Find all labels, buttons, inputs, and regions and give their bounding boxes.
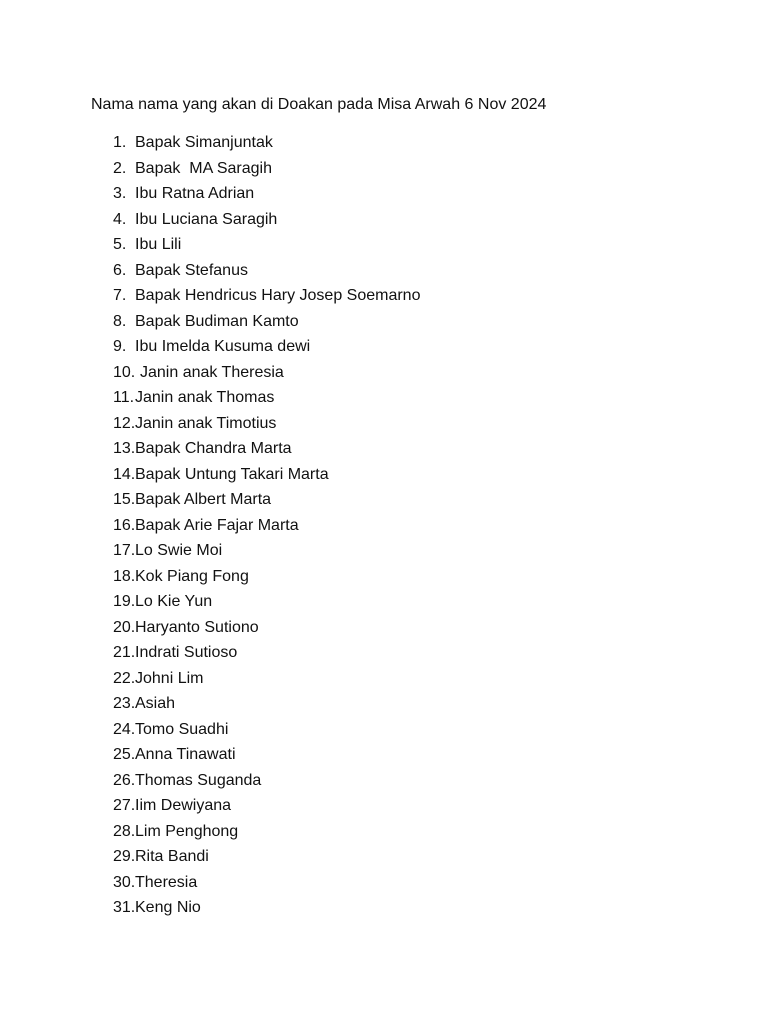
list-item-number: 7.	[113, 287, 127, 304]
list-item-number: 25.	[113, 746, 136, 763]
list-item-name: Kok Piang Fong	[135, 567, 249, 585]
list-item-name: Janin anak Theresia	[140, 363, 284, 381]
list-item-name: Thomas Suganda	[135, 771, 262, 789]
list-item-number: 17.	[113, 542, 136, 559]
list-item-number: 26.	[113, 771, 136, 789]
list-item-name: Bapak Untung Takari Marta	[135, 465, 329, 483]
list-item-name: Haryanto Sutiono	[135, 618, 259, 636]
list-item-number: 13.	[113, 440, 136, 457]
list-item-number: 5.	[113, 236, 127, 253]
list-item-name: Johni Lim	[135, 669, 204, 687]
list-item-name: Janin anak Timotius	[135, 414, 277, 432]
document-title: Nama nama yang akan di Doakan pada Misa Arwah 6 Nov 2024	[91, 96, 547, 113]
list-item-name: Rita Bandi	[135, 848, 209, 865]
list-item-number: 20.	[113, 618, 136, 636]
list-item-number: 21.	[113, 644, 136, 661]
list-item-number: 29.	[113, 848, 136, 865]
list-item-name: Bapak Albert Marta	[135, 491, 272, 508]
list-item-name: Bapak MA Saragih	[135, 159, 272, 177]
list-item-name: Asiah	[135, 695, 176, 712]
list-item-name: Lim Penghong	[135, 822, 239, 840]
list-item-number: 15.	[113, 491, 136, 508]
list-item-number: 8.	[113, 312, 127, 330]
list-item-name: Iim Dewiyana	[135, 797, 232, 814]
list-item-number: 10.	[113, 363, 136, 381]
list-item-number: 16.	[113, 516, 136, 534]
list-item-number: 12.	[113, 414, 136, 432]
list-item-number: 9.	[113, 338, 127, 355]
list-item-name: Ibu Ratna Adrian	[135, 185, 255, 202]
list-item-number: 22.	[113, 669, 136, 687]
list-item-number: 1.	[113, 134, 127, 151]
list-item-name: Janin anak Thomas	[135, 389, 275, 406]
list-item-number: 31.	[113, 899, 136, 916]
list-item-number: 11.	[113, 389, 135, 406]
list-item-name: Bapak Simanjuntak	[135, 134, 273, 151]
list-item-number: 18.	[113, 567, 136, 585]
list-item-name: Ibu Luciana Saragih	[135, 210, 278, 228]
list-item-name: Bapak Hendricus Hary Josep Soemarno	[135, 287, 421, 304]
list-item-number: 30.	[113, 873, 136, 891]
list-item-name: Indrati Sutioso	[135, 644, 238, 661]
list-item-name: Lo Swie Moi	[135, 542, 223, 559]
list-item-name: Theresia	[135, 873, 198, 891]
list-item-number: 6.	[113, 261, 127, 279]
list-item-number: 19.	[113, 593, 136, 610]
list-item-number: 14.	[113, 465, 136, 483]
list-item-name: Ibu Lili	[135, 236, 182, 253]
list-item-name: Ibu Imelda Kusuma dewi	[135, 338, 311, 355]
list-item-number: 2.	[113, 159, 127, 177]
list-item-name: Tomo Suadhi	[135, 720, 229, 738]
list-item-number: 28.	[113, 822, 136, 840]
list-item-name: Anna Tinawati	[135, 746, 236, 763]
list-item-name: Bapak Arie Fajar Marta	[135, 516, 299, 534]
list-item-name: Bapak Chandra Marta	[135, 440, 292, 457]
list-item-number: 23.	[113, 695, 136, 712]
list-item-name: Lo Kie Yun	[135, 593, 213, 610]
list-item-name: Bapak Stefanus	[135, 261, 248, 279]
list-item-number: 3.	[113, 185, 127, 202]
list-item-number: 27.	[113, 797, 136, 814]
list-item-name: Bapak Budiman Kamto	[135, 312, 299, 330]
list-item-number: 24.	[113, 720, 136, 738]
list-item-name: Keng Nio	[135, 899, 201, 916]
list-item-number: 4.	[113, 210, 127, 228]
